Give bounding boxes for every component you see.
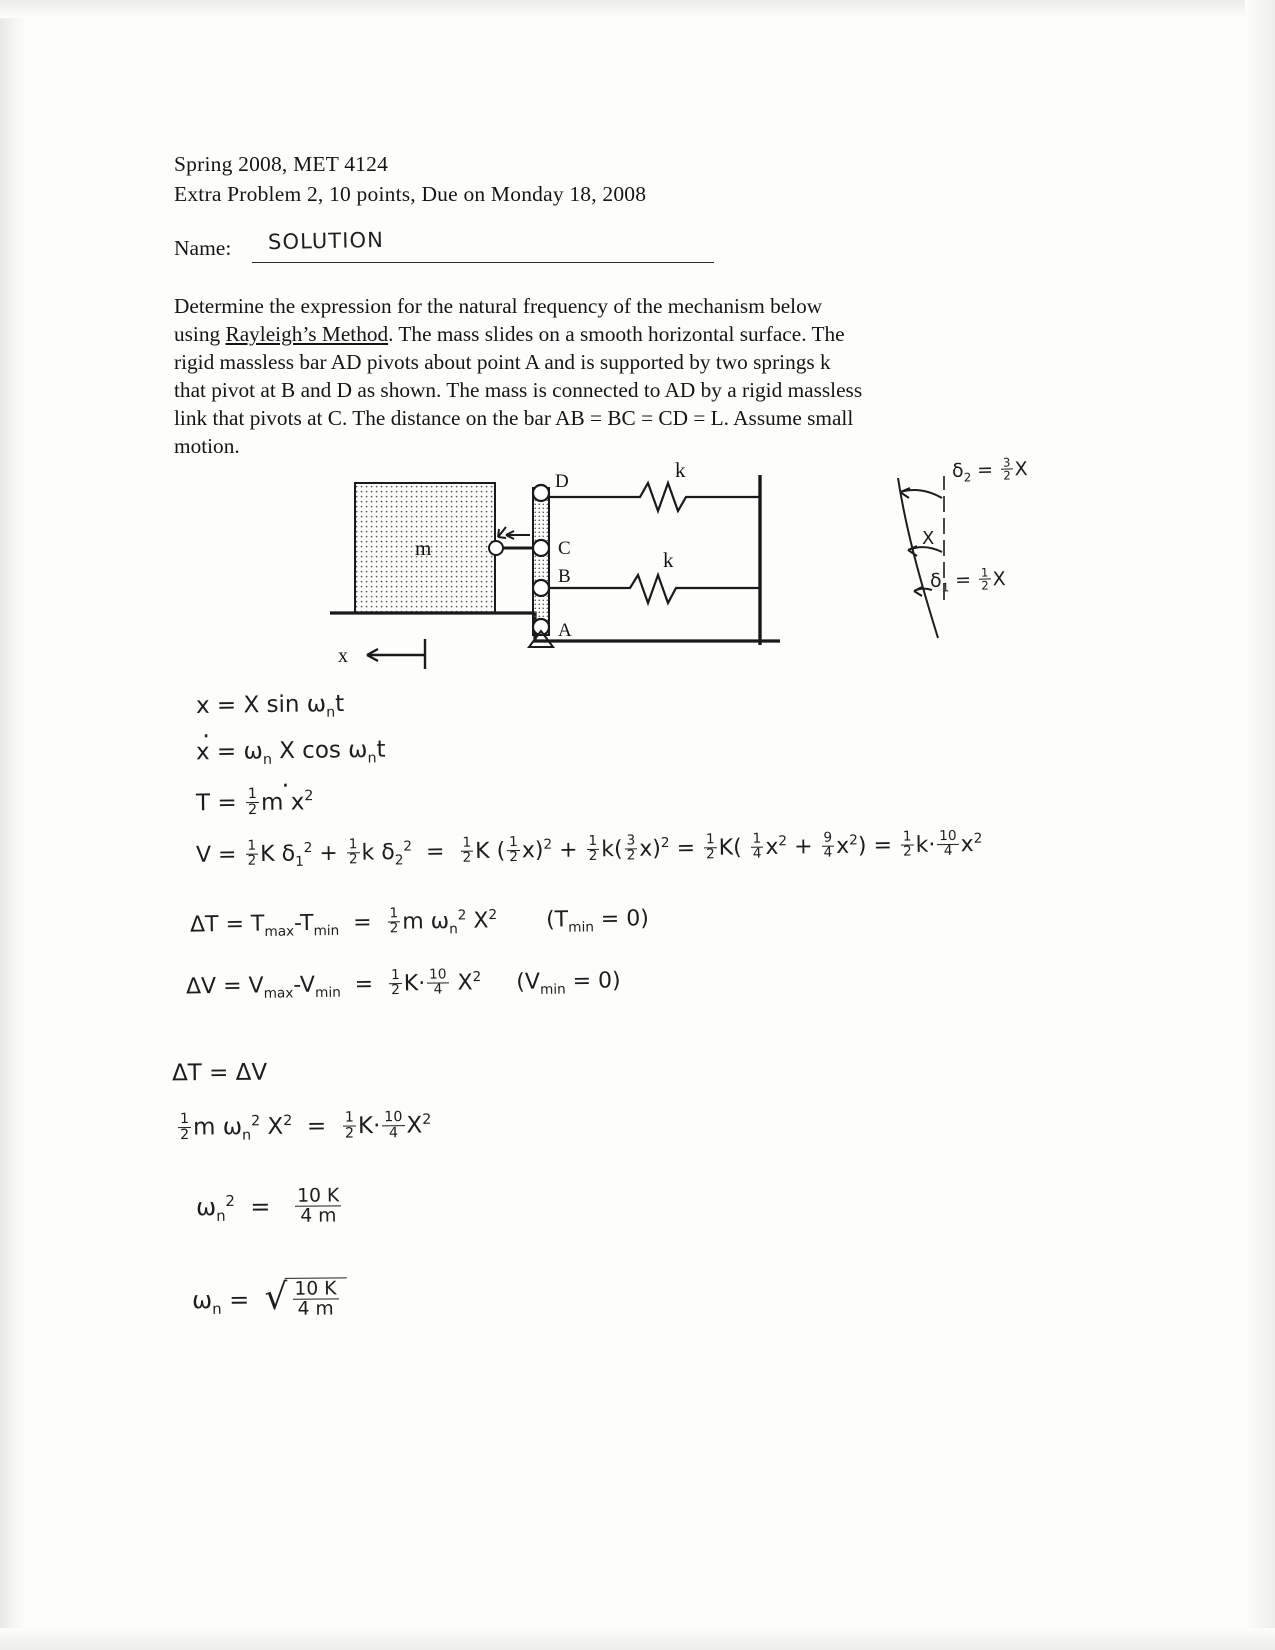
eq-balance-equals: =	[208, 1059, 229, 1087]
eq-V-t4-close: )	[652, 836, 662, 862]
eq-T-half	[246, 787, 259, 817]
eq-exp-equals: =	[306, 1113, 327, 1140]
eq-dT-den: 2	[389, 920, 399, 937]
eq-x-rhs: X sin ω	[243, 691, 327, 719]
eq-dT-note: (T	[545, 907, 569, 933]
eq-V-t3-den: 2	[462, 849, 472, 866]
eq-V-t4-frac	[586, 832, 599, 864]
eq-exp-r-num: 1	[344, 1109, 354, 1126]
eq-V-t5-f2den: 4	[823, 844, 833, 861]
eq-dV-den: 2	[391, 981, 401, 999]
eq-V-lhs: V	[195, 842, 212, 868]
eq-V-t5-sup1: 2	[778, 833, 788, 850]
eq-V-t4-k: k	[601, 837, 615, 863]
eq-V-t5-num: 1	[705, 831, 715, 848]
equation-omega-n-squared	[196, 1187, 344, 1227]
eq-V-t6-fden: 4	[937, 844, 959, 859]
deflection-sketch-svg	[880, 460, 1095, 645]
name-handwritten-value: SOLUTION	[267, 227, 385, 255]
eq-dT-m-omega: m ω	[402, 908, 450, 935]
equation-energy-balance-expanded	[176, 1111, 432, 1144]
eq-exp-m-omega: m ω	[192, 1114, 243, 1141]
eq-T-equals: =	[217, 789, 237, 817]
eq-V-t4-den: 2	[588, 847, 598, 864]
eq-V-t2-k: k	[361, 840, 375, 866]
eq-wn2-sub: n	[216, 1206, 226, 1225]
eq-T-rhs: · m x	[261, 789, 305, 816]
sketch-arrow-delta2	[900, 488, 942, 498]
eq-exp-X2: X	[406, 1112, 423, 1139]
equation-energy-balance-statement	[172, 1060, 267, 1087]
eq-V-t1-sub: 1	[295, 853, 304, 870]
eq-wn2-equals: =	[250, 1192, 271, 1221]
assignment-header-line: Extra Problem 2, 10 points, Due on Monday 18, 2008	[174, 182, 647, 206]
eq-V-t6-x: x	[960, 832, 974, 858]
eq-dT-equals: =	[225, 911, 245, 938]
eq-dT-equals2: =	[352, 910, 372, 936]
eq-dT-tmin-sub: min	[313, 922, 340, 940]
eq-exp-dot: ·	[372, 1112, 381, 1139]
eq-V-t5-close: )	[857, 833, 867, 859]
equation-kinetic-energy	[196, 787, 314, 819]
problem-text-part2: . The mass slides on a smooth horizontal surface. The rigid massless bar AD pivots about point A and is supported by two springs k that pivot at B and D as shown. The mass is connected to AD by a rigid massless link that pivots at C. The distance on the bar AB = BC = CD = L. Assume small motion.	[174, 322, 863, 459]
eq-V-plus2: +	[559, 837, 578, 863]
eq-V-t1-num: 1	[247, 837, 257, 854]
spring-bottom	[549, 575, 760, 603]
equation-delta-V	[186, 967, 621, 1003]
eq-wn2-omega: ω	[195, 1193, 217, 1222]
eq-dV-ratio	[427, 968, 449, 997]
eq-wn2-denominator: 4 m	[295, 1205, 341, 1225]
bar-AD	[533, 488, 549, 635]
eq-V-equals3: =	[676, 835, 696, 862]
delta1-numerator: 1	[980, 565, 989, 580]
eq-V-t6-den: 2	[902, 843, 912, 860]
delta1-variable: X	[992, 568, 1006, 591]
eq-V-t4-x: x	[639, 836, 653, 862]
eq-V-t6-inner-frac	[937, 827, 959, 859]
eq-wn-omega: ω	[191, 1286, 213, 1315]
eq-wn-sub: n	[212, 1299, 222, 1318]
label-A: A	[558, 620, 572, 641]
eq-balance-rhs: ΔV	[235, 1059, 268, 1086]
eq-dT-minus: -	[293, 911, 301, 937]
eq-x-equals: =	[216, 692, 237, 719]
motion-arrow-small	[498, 527, 506, 538]
eq-V-t2-delta: δ	[381, 840, 395, 866]
name-label: Name:	[174, 236, 232, 260]
eq-V-t2-sub: 2	[394, 852, 404, 869]
eq-xdot-omega-sub1: n	[262, 751, 273, 768]
eq-dV-X: X	[457, 970, 473, 996]
radical-icon: √	[264, 1276, 288, 1319]
eq-V-t5-f2	[821, 829, 834, 861]
eq-dV-fnum: 10	[429, 966, 447, 983]
eq-wn2-numerator: 10 K	[297, 1185, 340, 1207]
course-header-line: Spring 2008, MET 4124	[174, 152, 389, 176]
eq-V-t1-frac	[245, 837, 258, 869]
eq-exp-left-frac	[178, 1112, 191, 1142]
eq-wn2-fraction	[295, 1186, 341, 1226]
eq-exp-omega-sup: 2	[250, 1113, 261, 1130]
displacement-arrow-x	[367, 639, 425, 669]
delta1-symbol: δ	[929, 569, 942, 592]
equation-delta-T	[190, 905, 649, 941]
eq-dV-vmin-sub: min	[315, 984, 341, 1002]
eq-V-t5-sup2: 2	[849, 832, 858, 849]
pivot-B	[533, 580, 549, 596]
motion-arrow-left	[506, 531, 530, 539]
delta1-subscript: 1	[941, 580, 950, 595]
eq-V-t4-num: 1	[588, 832, 598, 850]
eq-dV-vmax-sub: max	[263, 985, 294, 1002]
eq-wn-radicand	[284, 1277, 346, 1320]
eq-V-t6-fnum: 10	[939, 827, 957, 845]
eq-V-t5-x1: x	[765, 834, 779, 860]
eq-V-t5-f1den: 4	[752, 845, 762, 862]
scan-edge-top	[0, 0, 1275, 18]
eq-balance-lhs: ΔT	[171, 1060, 202, 1087]
eq-dV-frac	[389, 969, 402, 998]
spring-top	[549, 483, 760, 511]
eq-V-plus1: +	[319, 840, 339, 867]
eq-V-t2-den: 2	[348, 851, 358, 868]
eq-x-lhs: x	[195, 692, 210, 720]
link-pin-mass-side	[489, 541, 503, 555]
delta1-fraction	[979, 566, 991, 591]
eq-V-t3-close: )	[534, 838, 544, 864]
eq-dV-dot: ·	[418, 971, 426, 997]
eq-xdot-omega: ω	[243, 738, 263, 765]
eq-wn2-sup: 2	[225, 1191, 236, 1210]
eq-dT-tmax: T	[250, 911, 265, 937]
eq-x-tail: t	[334, 690, 345, 718]
equation-omega-n-result	[192, 1277, 347, 1321]
eq-dT-X-sup: 2	[488, 906, 498, 924]
eq-V-t5-x2: x	[836, 833, 850, 859]
sketch-delta1-equation	[930, 567, 1006, 595]
eq-V-t6-num: 1	[902, 828, 912, 845]
eq-exp-ratio	[382, 1110, 404, 1140]
eq-V-t3-frac	[460, 834, 473, 866]
eq-V-t3-num: 1	[462, 834, 472, 851]
eq-V-t1-k: K	[260, 841, 275, 867]
eq-dT-tmax-sub: max	[264, 923, 295, 940]
label-displacement-x: x	[338, 645, 348, 667]
eq-dV-minus: -	[293, 972, 301, 998]
eq-exp-r-den: 2	[344, 1125, 355, 1142]
eq-dV-X-sup: 2	[472, 968, 482, 986]
label-C: C	[558, 538, 571, 559]
eq-dV-equals2: =	[354, 971, 374, 998]
scan-edge-bottom	[0, 1628, 1275, 1650]
eq-V-equals2: =	[425, 839, 445, 865]
mechanism-diagram	[330, 455, 780, 670]
eq-V-t5-f2num: 9	[823, 829, 833, 846]
eq-x-omega-sub: n	[326, 704, 336, 721]
eq-dT-note-tail: = 0)	[593, 906, 650, 932]
eq-V-t5-open: (	[732, 835, 742, 861]
eq-V-t5-den: 2	[706, 846, 715, 863]
eq-V-t3-k: K	[475, 838, 490, 864]
delta2-fraction	[1001, 456, 1013, 481]
scan-edge-left	[0, 0, 26, 1650]
eq-V-t2-sup: 2	[403, 838, 413, 855]
eq-wn-denominator: 4 m	[293, 1298, 339, 1318]
mechanism-svg	[330, 455, 780, 670]
eq-exp-l-num: 1	[179, 1111, 190, 1128]
eq-V-t3-fden: 2	[509, 848, 519, 866]
eq-T-num: 1	[247, 785, 258, 803]
eq-dV-fden: 4	[427, 982, 449, 997]
rayleighs-method-underlined: Rayleigh’s Method	[225, 322, 389, 347]
label-B: B	[558, 566, 571, 587]
eq-dV-vmin: V	[299, 972, 316, 998]
sketch-label-X: X	[922, 528, 935, 549]
sketch-inclined-bar	[898, 478, 938, 638]
eq-V-t6-dot: ·	[928, 832, 936, 858]
eq-wn-numerator: 10 K	[294, 1278, 337, 1300]
equation-velocity	[196, 737, 386, 769]
eq-V-t1-delta: δ	[281, 841, 296, 867]
eq-V-t5-k: K	[718, 835, 734, 861]
delta2-equals: =	[976, 458, 994, 482]
eq-V-t3-sup: 2	[543, 836, 553, 853]
eq-V-t5-f1	[751, 830, 764, 862]
eq-V-t2-num: 1	[348, 836, 358, 853]
eq-dT-omega-sup: 2	[457, 907, 467, 924]
ground-step	[510, 613, 780, 641]
eq-dT-frac	[387, 907, 400, 936]
name-underline-rule	[252, 262, 714, 263]
eq-V-t2-frac	[347, 838, 360, 867]
problem-statement	[174, 292, 864, 461]
eq-exp-l-den: 2	[179, 1126, 190, 1143]
eq-xdot-mid: X cos ω	[278, 736, 368, 765]
eq-dV-k: K	[403, 971, 419, 997]
scan-edge-right	[1245, 0, 1275, 1650]
eq-dV-equals: =	[222, 973, 242, 999]
eq-V-t6-k: k	[915, 832, 929, 858]
eq-dT-omega-sub: n	[449, 921, 458, 938]
eq-V-equals4: =	[873, 833, 893, 859]
sketch-delta2-equation	[952, 457, 1028, 485]
eq-V-t3-x: x	[521, 838, 536, 864]
eq-exp-omega-sub: n	[242, 1127, 252, 1144]
eq-dV-note-tail: = 0)	[565, 968, 621, 995]
eq-V-t3-open: (	[496, 838, 506, 864]
label-D: D	[555, 471, 569, 492]
eq-dT-num: 1	[389, 905, 399, 922]
eq-dV-num: 1	[390, 967, 400, 984]
eq-V-t4-open: (	[613, 836, 623, 863]
eq-exp-k: K	[357, 1112, 374, 1140]
eq-V-t4-fnum: 3	[626, 832, 636, 849]
eq-dV-lhs: ΔV	[185, 974, 217, 1000]
pivot-C	[533, 540, 549, 556]
eq-V-t5-frac	[704, 833, 717, 862]
label-mass-m: m	[415, 536, 432, 560]
eq-exp-X: X	[267, 1113, 284, 1140]
problem-text-part1: Determine the expression for the natural frequency of the mechanism below using	[174, 294, 823, 347]
equation-displacement	[196, 691, 345, 723]
eq-exp-fden: 4	[382, 1125, 404, 1141]
deflection-sketch	[880, 455, 1095, 645]
eq-V-t6-sup: 2	[973, 830, 983, 847]
eq-dV-note-sub: min	[539, 981, 566, 998]
eq-T-lhs: T	[195, 790, 211, 817]
eq-xdot-lhs: · x	[196, 739, 210, 765]
eq-dV-note: (V	[516, 969, 541, 995]
eq-dT-lhs: ΔT	[189, 912, 219, 938]
eq-exp-right-frac	[343, 1111, 356, 1141]
delta2-denominator: 2	[1003, 468, 1011, 483]
eq-V-t1-sup: 2	[303, 839, 313, 857]
eq-V-t4-fden: 2	[626, 847, 636, 864]
equation-potential-energy	[195, 827, 983, 872]
eq-xdot-tail: t	[376, 736, 386, 763]
delta2-subscript: 2	[963, 470, 972, 485]
eq-dV-vmax: V	[248, 973, 264, 999]
eq-V-t1-den: 2	[247, 852, 257, 869]
eq-dT-tmin: T	[299, 910, 314, 937]
eq-V-t3-fnum: 1	[508, 833, 518, 851]
eq-wn-equals: =	[229, 1285, 250, 1314]
eq-V-t6-frac	[901, 830, 914, 859]
eq-V-t4-inner-frac	[624, 834, 637, 863]
eq-V-t4-sup: 2	[660, 834, 670, 852]
eq-wn-fraction	[292, 1279, 338, 1319]
eq-exp-fnum: 10	[384, 1109, 403, 1126]
delta2-variable: X	[1014, 458, 1028, 481]
eq-exp-X-sup: 2	[283, 1112, 293, 1130]
label-spring-k-top: k	[675, 458, 686, 482]
eq-dT-X: X	[473, 908, 489, 934]
eq-xdot-omega-sub2: n	[367, 750, 377, 767]
pivot-D	[533, 485, 549, 501]
eq-V-plus3: +	[793, 834, 813, 860]
eq-wn-radical-group	[264, 1277, 346, 1320]
eq-V-t5-f1num: 1	[752, 830, 762, 847]
eq-xdot-equals: =	[216, 738, 237, 766]
delta1-denominator: 2	[981, 578, 989, 593]
delta1-equals: =	[954, 568, 972, 592]
label-spring-k-bottom: k	[663, 548, 674, 572]
delta2-numerator: 3	[1002, 455, 1011, 470]
eq-V-equals: =	[217, 842, 237, 868]
eq-T-den: 2	[247, 801, 258, 818]
eq-T-sup: 2	[304, 788, 314, 805]
eq-exp-X2-sup: 2	[422, 1111, 432, 1128]
eq-dT-note-sub: min	[568, 919, 595, 936]
delta2-symbol: δ	[951, 459, 964, 482]
eq-V-t3-inner-frac	[507, 833, 520, 866]
